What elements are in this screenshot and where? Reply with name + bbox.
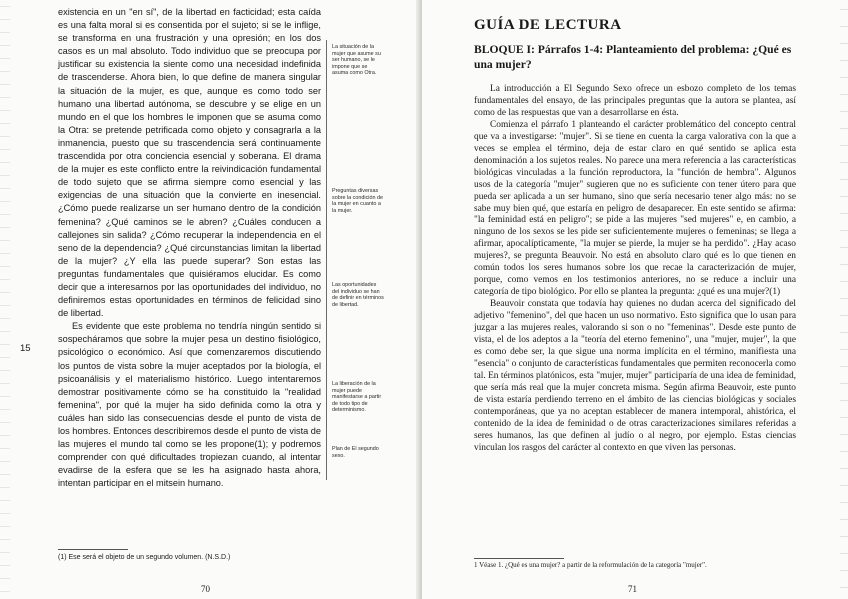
right-body-text [474,84,796,455]
paragraph-continuation: existencia en un "en sí", de la libertad en facticidad; esta caída es una falta moral si es consentida por el sujeto; si se le inflige, se transforma en una frustración y una opresión; en los dos casos es un mal absoluto. Todo individuo que se preocupa por justificar su existencia la siente como una necesidad indefinida de trascenderse. Ahora bien, lo que define de manera singular la situación de la mujer, es que, aunque es como todo ser humano una libertad autónoma, se descubre y se elige en un mundo en el que los hombres le imponen que se asuma como la Otra: se pretende petrificada como objeto y consagrarla a la inmanencia, puesto que su trascendencia será continuamente trascendida por otra conciencia esencial y soberana. El drama de la mujer es este conflicto entre la reivindicación fundamental de todo sujeto que se afirma siempre como esencial y las exigencias de una situación que la convierte en inesencial. ¿Cómo puede realizarse un ser humano dentro de la condición femenina? ¿Qué caminos se le abren? ¿Cuáles conducen a callejones sin salida? ¿Cómo recuperar la independencia en el seno de la dependencia? ¿Qué circunstancias limitan la libertad de la mujer? ¿Y ella las puede superar? Son estas las preguntas fundamentales que quisiéramos elucidar. Es como decir que a interesarnos por las oportunidades del individuo, no definiremos estas oportunidades en términos de felicidad sino de libertad. [58,7,321,319]
body-paragraph: Comienza el párrafo 1 planteando el carácter problemático del concepto central que va a investigarse: "mujer". Si se tiene en cuenta la carga valorativa con la que a veces se emplea el término, deja de estar claro en qué sentido se aplica esta denominación a los sujetos reales. No parece una mera referencia a las características biológicas vinculadas a la función reproductora, la "función de hembra". Algunos usos de la categoría "mujer" sugieren que no es suficiente con tener útero para que pueda ser aplicada a un ser humano, sino que sería necesario tener algo más: no se sabe muy bien qué, que estaría en peligro de desaparecer. En este sentido se afirma: "la feminidad está en peligro"; se pide a las mujeres "sed mujeres" e, en cambio, a ninguno de los sexos se les pide ser suficientemente mujeres o femeninas; se llega a afirmar, apocalípticamente, "la mujer se pierde, la mujer se ha perdido". ¿Hay acaso mujeres?, se pregunta Beauvoir. No está en absoluto claro qué es lo que tienen en común todos los seres humanos sobre los que recae la caracterización de mujer, porque, como vemos en los testimonios anteriores, no se reduce a incluir una categoría de tipo biológico. Por ello se plantea la pregunta: ¿qué es una mujer?(1) [474,119,796,298]
page-edge-shadow [0,0,10,599]
left-body-text [58,6,321,490]
footnote-rule [474,558,564,559]
margin-note: Preguntas diversas sobre la condición de la mujer en cuanto a la mujer. [332,188,383,214]
footnote-rule [58,549,128,550]
page-number: 70 [201,584,210,594]
right-page [422,0,848,599]
margin-note: Las oportunidades del individuo se han de definir en términos de libertad. [332,282,384,308]
left-page [0,0,420,599]
margin-rule [326,40,327,480]
paragraph-number: 15 [20,343,31,354]
margin-note: Plan de El segundo sexo. [332,446,379,459]
page-number: 71 [628,584,637,594]
section-heading: BLOQUE I: Párrafos 1-4: Planteamiento del problema: ¿Qué es una mujer? [474,43,792,71]
margin-note: La liberación de la mujer puede manifestarse a partir de todo tipo de determinismo. [332,381,382,414]
body-paragraph: Beauvoir constata que todavía hay quienes no dudan acerca del significado del adjetivo "femenino", del que hacen un uso normativo. Esto significa que lo usan para juzgar a las mujeres reales, valorando si son o no "femeninas". Desde este punto de vista, el de los adeptos a la "teoría del eterno femenino", una "mujer, mujer", la que es como debe ser, la que sigue una norma implícita en el término, manifiesta una "esencia" o conjunto de características fundamentales que permiten reconocerla como tal. En términos platónicos, esta "mujer, mujer" participaría de una idea de feminidad, que sería más real que la mujer concreta misma. Según afirma Beauvoir, este punto de vista estaría perdiendo terreno en el ámbito de las ciencias biológicas y sociales contemporáneas, que ya no aceptan establecer de manera intemporal, ahistórica, el contenido de la idea de feminidad o de otras caracterizaciones similares referidas a seres humanos, las que definen al judío o al negro, por ejemplo. Estas ciencias vinculan los rasgos del carácter al contexto en que viven las personas. [474,299,796,453]
margin-note: La situación de la mujer que asume su ser humano, se le impone que se asuma como Otra. [332,44,381,77]
footnote: (1) Ese será el objeto de un segundo volumen. (N.S.D.) [58,554,231,561]
paragraph-15: Es evidente que este problema no tendría ningún sentido si sospecháramos que sobre la mujer pesa un destino fisiológico, psicológico o económico. Así que comenzaremos discutiendo los puntos de vista sobre la mujer aceptados por la biología, el psicoanálisis y el materialismo histórico. Luego intentaremos demostrar positivamente cómo se ha constituido la "realidad femenina", por qué la mujer ha sido definida como la otra y cuáles han sido las consecuencias desde el punto de vista de los hombres. Entonces describiremos desde el punto de vista de las mujeres el mundo tal como se les propone(1); y podremos comprender con qué dificultades tropiezan cuando, al intentar evadirse de la esfera que se les ha asignado hasta ahora, intentan participar en el mitsein humano. [58,321,322,489]
footnote: 1 Véase 1. ¿Qué es una mujer? a partir de la reformulación de la categoría "mujer". [474,561,707,569]
page-title: GUÍA DE LECTURA [474,17,622,33]
body-paragraph: La introducción a El Segundo Sexo ofrece un esbozo completo de los temas fundamentales del ensayo, de las principales preguntas que la autora se plantea, así como de las respuestas que van a desarrollarse en ésta. [474,84,796,118]
page-edge-shadow [840,0,848,599]
